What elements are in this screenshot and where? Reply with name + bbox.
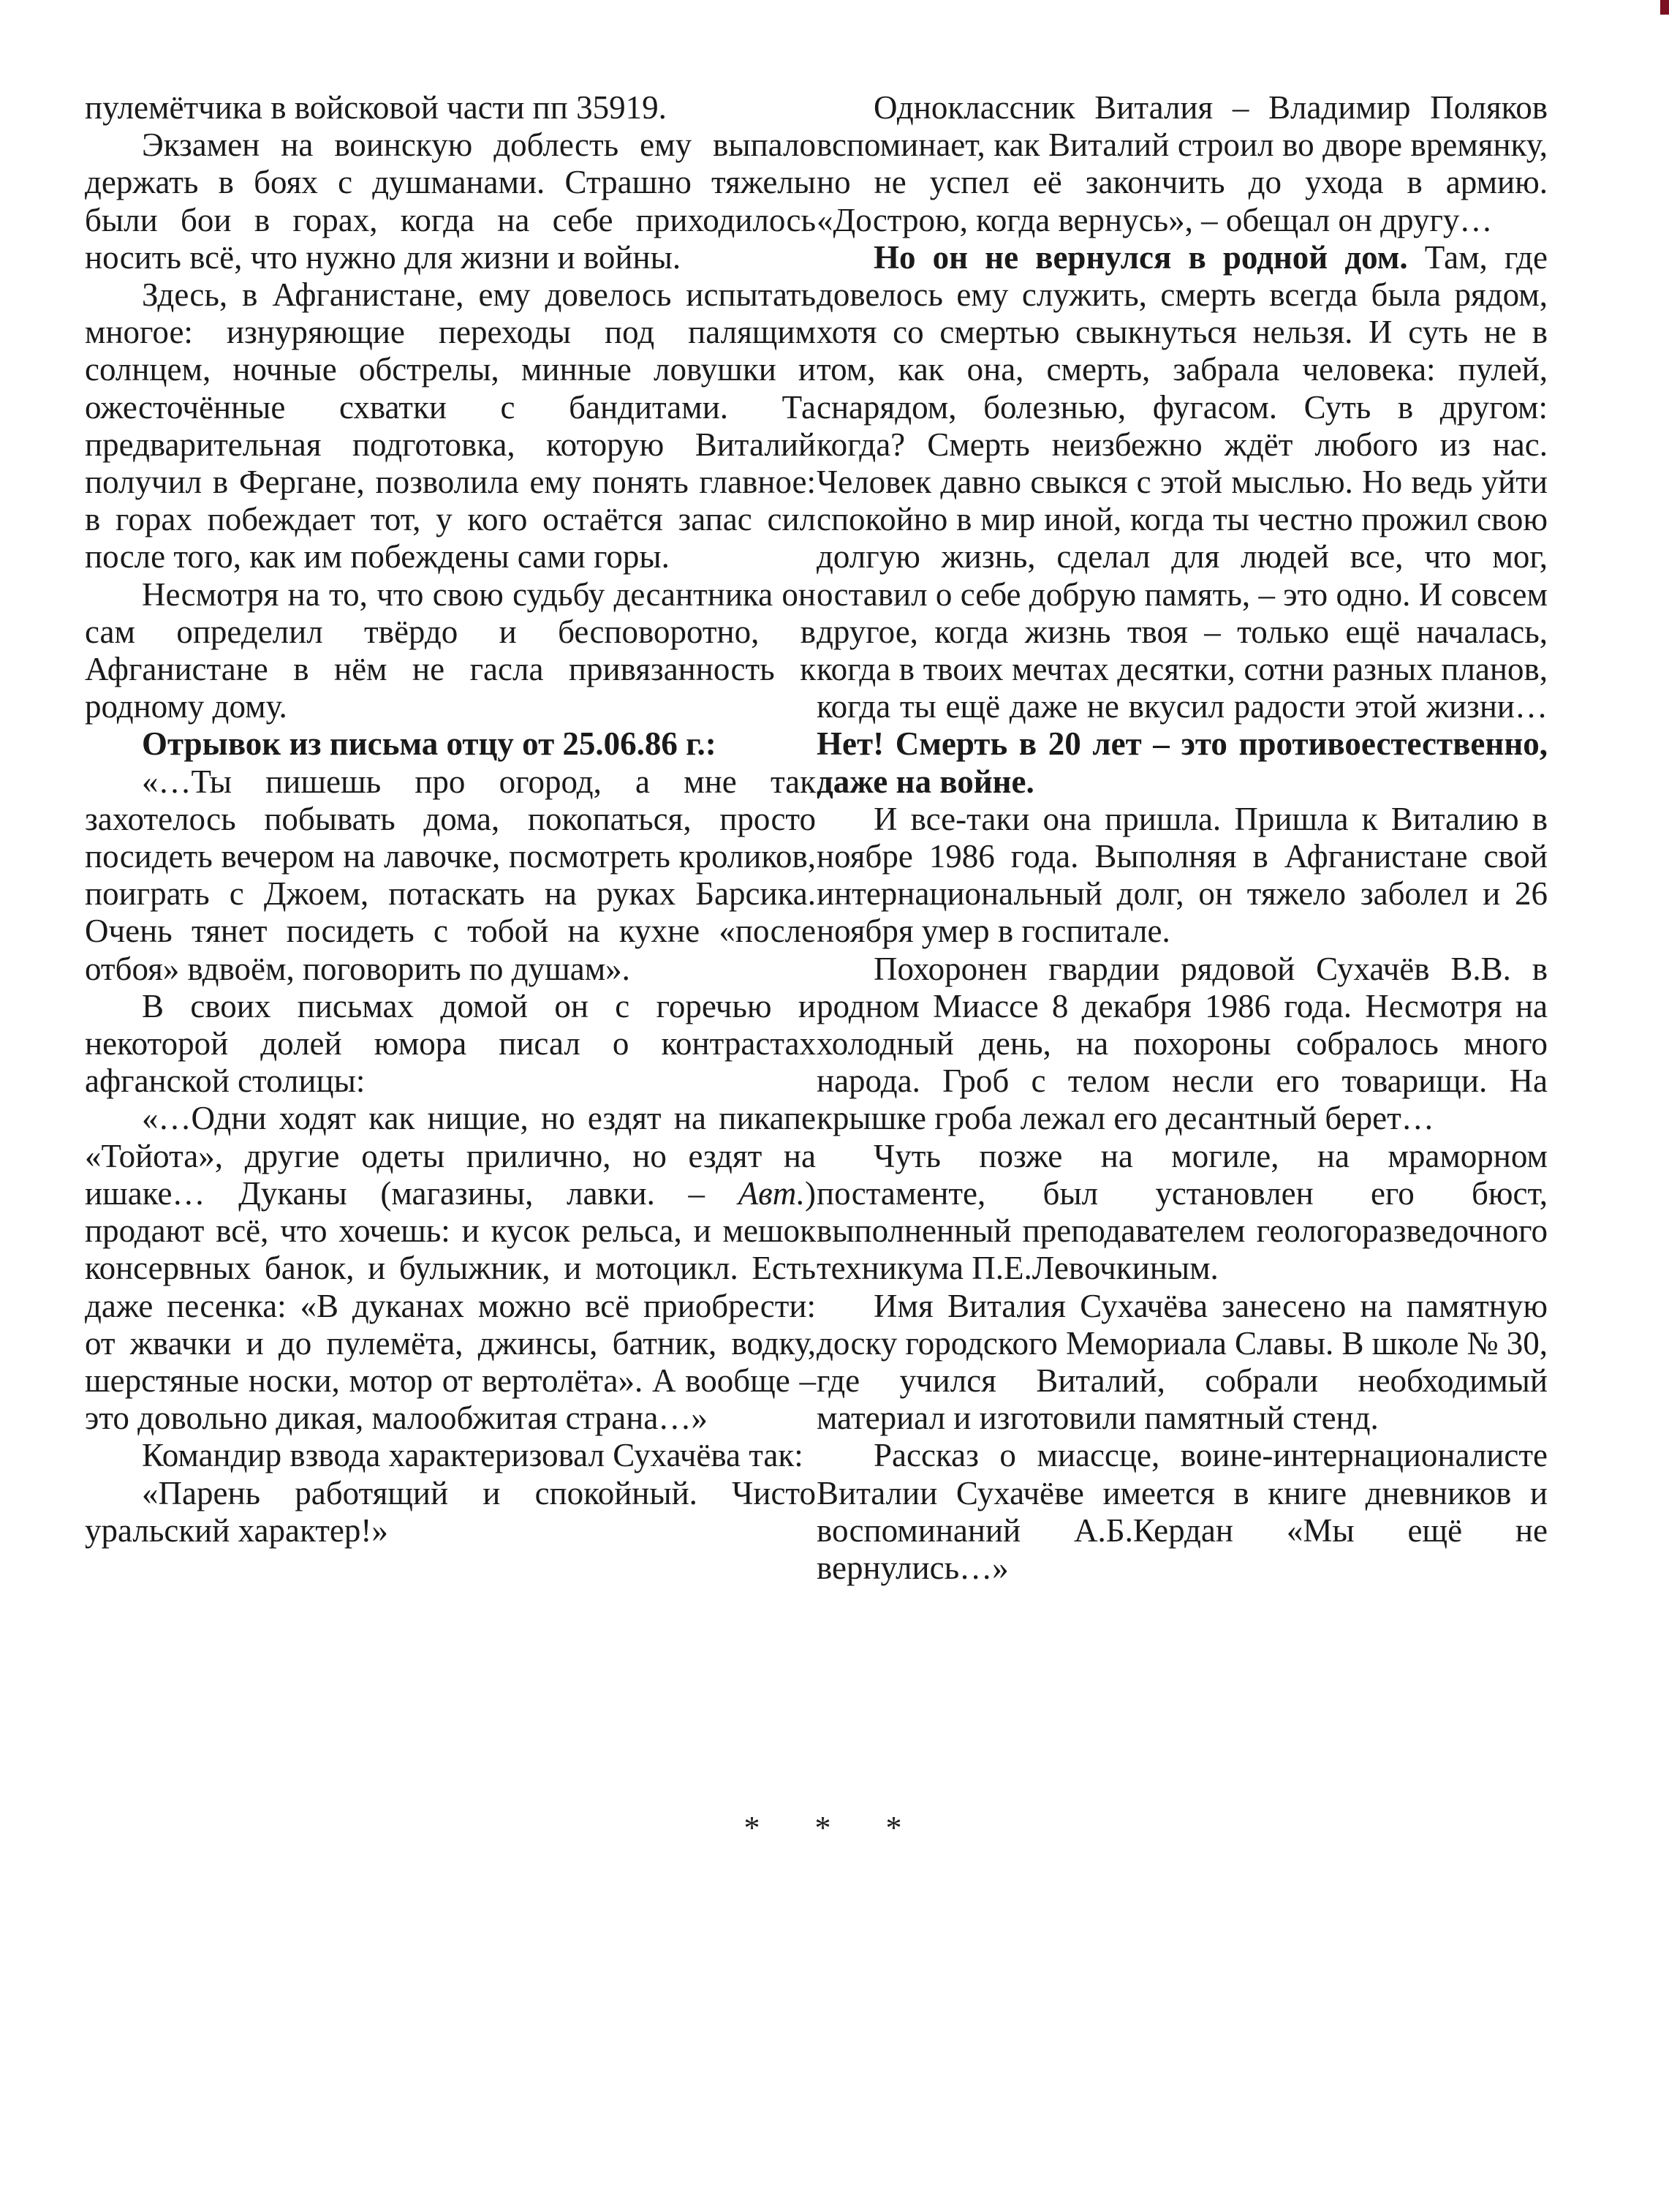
paragraph-bust: Чуть позже на могиле, на мраморном постаменте, был установлен его бюст, выполненный преподавателем геологоразведочного техникума П.Е.Левочкиным. [817,1137,1548,1287]
paragraph-funeral: Похоронен гвардии рядовой Сухачёв В.В. в родном Миассе 8 декабря 1986 года. Несмотря на холодный день, на похороны собралось много народа. Гроб с телом несли его товарищи. На крышке гроба лежал его десантный берет… [817,950,1548,1137]
not-returned-bold: Но он не вернулся в родной дом. [874,238,1408,276]
paragraph-afghanistan: Здесь, в Афганистане, ему довелось испытать многое: изнуряющие переходы под палящим солнцем, ночные обстрелы, минные ловушки и ожесточённые схватки с бандитами. Та предварительная подготовка, которую Виталий получил в Фергане, позволила ему понять главное: в горах побеждает тот, у кого остаётся запас сил после того, как им побеждены сами горы. [85,276,816,575]
paragraph-home-attachment: Несмотря на то, что свою судьбу десантника он сам определил твёрдо и бесповоротно, в Афганистане в нём не гасла привязанность к родному дому. [85,575,816,725]
paragraph-death: И все-таки она пришла. Пришла к Виталию в ноябре 1986 года. Выполняя в Афганистане свой интернациональный долг, он тяжело заболел и 26 ноября умер в госпитале. [817,800,1548,950]
right-column [817,89,1548,1587]
letter-heading-text: Отрывок из письма отцу от 25.06.86 г.: [142,725,716,763]
paragraph-memorial: Имя Виталия Сухачёва занесено на памятную доску городского Мемориала Славы. В школе № 30, где учился Виталий, собрали необходимый материал и изготовили памятный стенд. [817,1287,1548,1437]
paragraph-classmate: Одноклассник Виталия – Владимир Поляков вспоминает, как Виталий строил во дворе времянку, но не успел её закончить до ухода в армию. «Дострою, когда вернусь», – обещал он другу… [817,89,1548,238]
paragraph-letters-home: В своих письмах домой он с горечью и некоторой долей юмора писал о контрастах афганской столицы: [85,987,816,1100]
letter-quote: «…Ты пишешь про огород, а мне так захотелось побывать дома, покопаться, просто посидеть вечером на лавочке, посмотреть кроликов, поиграть с Джоем, потаскать на руках Барсика. Очень тянет посидеть с тобой на кухне «после отбоя» вдвоём, поговорить по душам». [85,763,816,987]
kabul-quote-part-2: ) продают всё, что хочешь: и кусок рельса, и мешок консервных банок, и булыжник, и мотоцикл. Есть даже песенка: «В дуканах можно всё приобрести: от жвачки и до пулемёта, джинсы, батник, водку, шерстяные носки, мотор от вертолёта». А вообще – это довольно дикая, малообжитая страна…» [85,1174,817,1437]
kabul-quote-part-1: «…Одни ходят как нищие, но ездят на пикапе «Тойота», другие одеты прилично, но ездят на ишаке… Дуканы (магазины, лавки. – [85,1100,816,1212]
left-column [85,89,816,1549]
commander-quote: «Парень работящий и спокойный. Чисто уральский характер!» [85,1474,816,1549]
kabul-quote-author-abbrev: Авт. [738,1174,806,1212]
kabul-quote [85,1100,816,1437]
paragraph-continued: пулемётчика в войсковой части пп 35919. [85,89,667,126]
letter-heading [85,725,816,763]
paragraph-book: Рассказ о миассце, воине-интернационалисте Виталии Сухачёве имеется в книге дневников и воспоминаний А.Б.Кердан «Мы ещё не вернулись…» [817,1437,1548,1586]
paragraph-not-returned [817,239,1548,801]
not-returned-body: Там, где довелось ему служить, смерть всегда была рядом, хотя со смертью свыкнуться нельзя. И суть не в том, как она, смерть, забрала человека: пулей, снарядом, болезнью, фугасом. Суть в другом: когда? Смерть неизбежно ждёт любого из нас. Человек давно свыкся с этой мыслью. Но ведь уйти спокойно в мир иной, когда ты честно прожил свою долгую жизнь, сделал для людей все, что мог, оставил о себе добрую память, – это одно. И совсем другое, когда жизнь твоя – только ещё началась, когда в твоих мечтах десятки, сотни разных планов, когда ты ещё даже не вкусил радости этой жизни… [817,238,1548,725]
paragraph-exam: Экзамен на воинскую доблесть ему выпало держать в боях с душманами. Страшно тяжелы были бои в горах, когда на себе приходилось носить всё, что нужно для жизни и войны. [85,127,816,276]
page-edge-mark [1660,0,1669,15]
paragraph-commander: Командир взвода характеризовал Сухачёва так: [142,1437,803,1474]
death-at-20-bold: Нет! Смерть в 20 лет – это противоестественно, даже на войне. [817,725,1548,800]
section-separator: * * * [743,1810,926,1846]
